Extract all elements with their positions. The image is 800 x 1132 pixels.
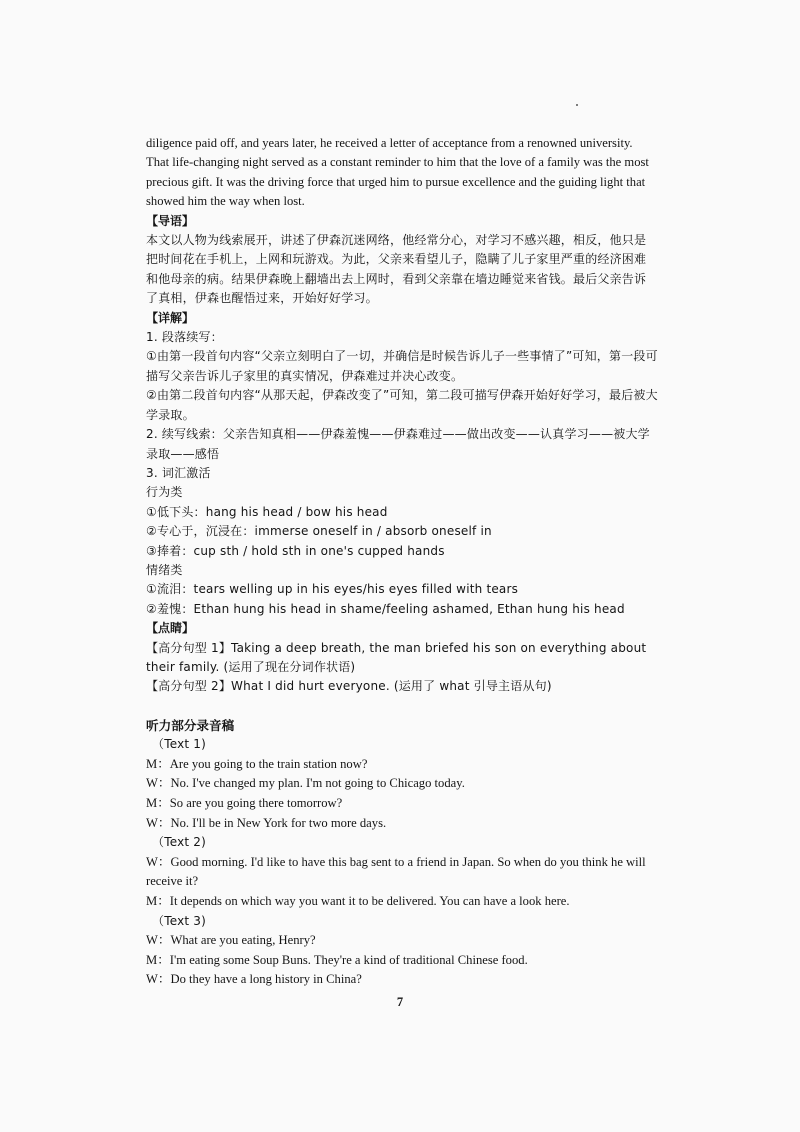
- behavior-1: ①低下头：hang his head / bow his head: [146, 504, 388, 519]
- behavior-2: ②专心于，沉浸在：immerse oneself in / absorb oneself in: [146, 524, 492, 539]
- category-behavior: 行为类: [146, 485, 183, 500]
- highlight-sentence-1: 【高分句型 1】Taking a deep breath, the man briefed his son on everything about their family. (运用了现在分词作状语): [146, 640, 647, 674]
- dialog-line: W：No. I'll be in New York for two more days.: [146, 815, 387, 830]
- dialog-line: W：Do they have a long history in China?: [146, 972, 362, 987]
- page-number: 7: [396, 995, 404, 1009]
- dialog-line: M：Are you going to the train station now?: [146, 756, 368, 771]
- page-content: [146, 134, 658, 990]
- explain-item2: 2. 续写线索：父亲告知真相——伊森羞愧——伊森难过——做出改变——认真学习——被大学录取——感悟: [146, 427, 650, 461]
- highlight-sentence-2: 【高分句型 2】What I did hurt everyone. (运用了 what 引导主语从句): [146, 679, 552, 694]
- explain-heading: 【详解】: [146, 310, 195, 325]
- category-emotion: 情绪类: [146, 562, 183, 577]
- dialog-line: W：Good morning. I'd like to have this bag sent to a friend in Japan. So when do you think he will receive it?: [146, 854, 646, 889]
- text2-label: （Text 2): [152, 835, 207, 850]
- explain-item1-a: ①由第一段首句内容“父亲立刻明白了一切，并确信是时候告诉儿子一些事情了”可知，第一段可描写父亲告诉儿子家里的真实情况，伊森难过并决心改变。: [146, 349, 658, 383]
- dialog-line: W：What are you eating, Henry?: [146, 933, 316, 948]
- listening-heading: 听力部分录音稿: [146, 717, 235, 733]
- highlight-heading: 【点睛】: [146, 621, 195, 636]
- guide-text: 本文以人物为线索展开，讲述了伊森沉迷网络，他经常分心，对学习不感兴趣，相反，他只是把时间花在手机上，上网和玩游戏。为此，父亲来看望儿子，隐瞒了儿子家里严重的经济困难和他母亲的病。结果伊森晚上翻墙出去上网时，看到父亲靠在墙边睡觉来省钱。最后父亲告诉了真相，伊森也醒悟过来，开始好好学习。: [146, 233, 647, 306]
- text3-label: （Text 3): [152, 913, 207, 928]
- dialog-line: W：No. I've changed my plan. I'm not going to Chicago today.: [146, 776, 465, 791]
- dialog-line: M：So are you going there tomorrow?: [146, 795, 343, 810]
- explain-item3-title: 3. 词汇激活: [146, 465, 211, 480]
- section-gap: [146, 697, 658, 716]
- text1-label: （Text 1): [152, 737, 207, 752]
- behavior-3: ③捧着：cup sth / hold sth in one's cupped hands: [146, 543, 445, 558]
- explain-item1-title: 1. 段落续写：: [146, 330, 223, 345]
- listening-transcript: [146, 735, 658, 990]
- emotion-2: ②羞愧：Ethan hung his head in shame/feeling ashamed, Ethan hung his head: [146, 601, 625, 616]
- dialog-line: M：It depends on which way you want it to be delivered. You can have a look here.: [146, 893, 570, 908]
- guide-heading: 【导语】: [146, 213, 195, 228]
- english-paragraph: diligence paid off, and years later, he received a letter of acceptance from a renowned university. That life-changing night served as a constant reminder to him that the love of a family was the most precious gift. It was the driving force that urged him to pursue excellence and the guiding light that showed him the way when lost.: [146, 136, 649, 209]
- explain-item1-b: ②由第二段首句内容“从那天起，伊森改变了”可知，第二段可描写伊森开始好好学习，最后被大学录取。: [146, 388, 658, 422]
- emotion-1: ①流泪：tears welling up in his eyes/his eyes filled with tears: [146, 582, 519, 597]
- scan-speck: [576, 104, 578, 106]
- dialog-line: M：I'm eating some Soup Buns. They're a kind of traditional Chinese food.: [146, 952, 528, 967]
